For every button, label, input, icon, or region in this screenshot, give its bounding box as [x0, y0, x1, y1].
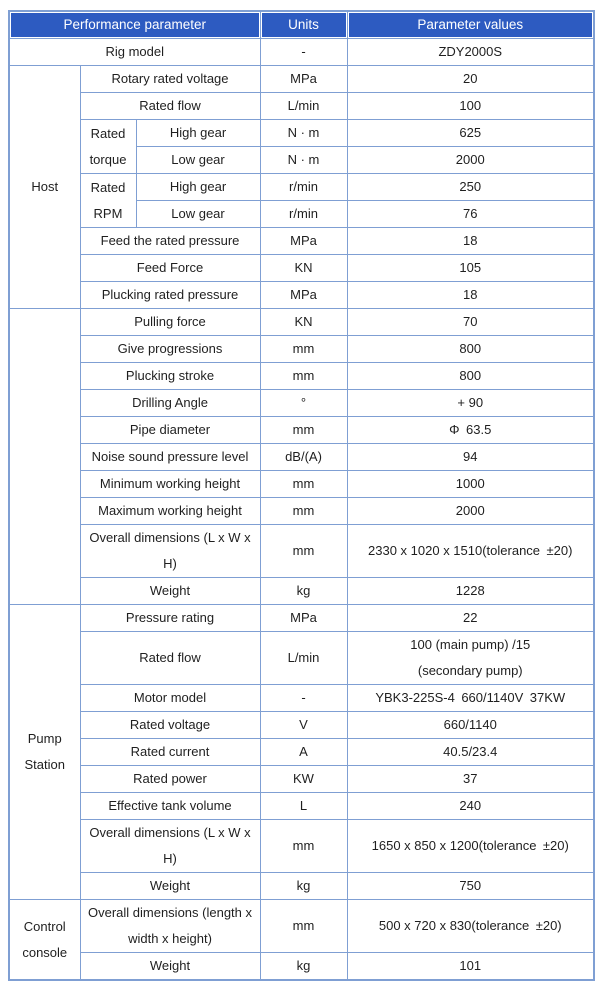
param-name-cell: Minimum working height	[80, 471, 260, 498]
table-row	[9, 93, 594, 120]
param-name-cell: Rig model	[9, 39, 260, 66]
param-value-cell: 660/1140	[347, 712, 594, 739]
param-name-cell: Rated flow	[80, 632, 260, 685]
param-units-cell: N · m	[260, 120, 347, 147]
param-value-cell: 20	[347, 66, 594, 93]
table-row	[9, 444, 594, 471]
param-value-cell: 240	[347, 793, 594, 820]
param-units-cell: kg	[260, 578, 347, 605]
param-name-cell: Rated current	[80, 739, 260, 766]
param-value-cell: ZDY2000S	[347, 39, 594, 66]
param-name-cell: Pipe diameter	[80, 417, 260, 444]
param-units-cell: r/min	[260, 201, 347, 228]
param-name-cell: Rotary rated voltage	[80, 66, 260, 93]
param-name-cell: Feed Force	[80, 255, 260, 282]
param-name-cell: Drilling Angle	[80, 390, 260, 417]
param-units-cell: mm	[260, 471, 347, 498]
header-units: Units	[260, 11, 347, 39]
param-value-cell: 250	[347, 174, 594, 201]
param-value-cell: 800	[347, 336, 594, 363]
header-parameter-values: Parameter values	[347, 11, 594, 39]
param-name-cell: Plucking rated pressure	[80, 282, 260, 309]
header-performance-parameter: Performance parameter	[9, 11, 260, 39]
param-units-cell: °	[260, 390, 347, 417]
param-name-cell: Rated flow	[80, 93, 260, 120]
group-cell-pump-station: Pump Station	[9, 605, 80, 900]
param-value-cell: 2000	[347, 498, 594, 525]
param-units-cell: dB/(A)	[260, 444, 347, 471]
table-row	[9, 255, 594, 282]
param-name-cell: Overall dimensions (L x W x H)	[80, 820, 260, 873]
param-value-cell: 101	[347, 953, 594, 981]
param-name-cell: High gear	[136, 120, 260, 147]
table-row	[9, 632, 594, 685]
param-name-cell: Rated power	[80, 766, 260, 793]
rig-spec-table	[8, 10, 595, 981]
param-units-cell: mm	[260, 900, 347, 953]
param-units-cell: A	[260, 739, 347, 766]
param-value-cell: 18	[347, 282, 594, 309]
group-cell-control-console: Control console	[9, 900, 80, 981]
param-value-cell: YBK3-225S-4 660/1140V 37KW	[347, 685, 594, 712]
group-cell-host: Host	[9, 66, 80, 309]
param-value-cell: 2330 x 1020 x 1510(tolerance ±20)	[347, 525, 594, 578]
param-name-cell: Overall dimensions (L x W x H)	[80, 525, 260, 578]
table-row	[9, 605, 594, 632]
table-row	[9, 309, 594, 336]
table-row	[9, 793, 594, 820]
table-row	[9, 390, 594, 417]
table-row	[9, 498, 594, 525]
param-units-cell: kg	[260, 873, 347, 900]
param-name-cell: Maximum working height	[80, 498, 260, 525]
param-units-cell: N · m	[260, 147, 347, 174]
table-row	[9, 471, 594, 498]
table-row	[9, 739, 594, 766]
param-units-cell: MPa	[260, 228, 347, 255]
param-value-cell: 1650 x 850 x 1200(tolerance ±20)	[347, 820, 594, 873]
param-value-cell: 40.5/23.4	[347, 739, 594, 766]
param-name-cell: Effective tank volume	[80, 793, 260, 820]
param-units-cell: KW	[260, 766, 347, 793]
param-name-cell: Pulling force	[80, 309, 260, 336]
table-row	[9, 228, 594, 255]
table-row	[9, 578, 594, 605]
param-name-cell: Overall dimensions (length x width x height)	[80, 900, 260, 953]
param-units-cell: r/min	[260, 174, 347, 201]
param-units-cell: L	[260, 793, 347, 820]
table-row	[9, 282, 594, 309]
param-units-cell: L/min	[260, 632, 347, 685]
param-value-cell: 22	[347, 605, 594, 632]
table-row	[9, 363, 594, 390]
param-value-cell: 94	[347, 444, 594, 471]
param-value-cell: 105	[347, 255, 594, 282]
param-units-cell: L/min	[260, 93, 347, 120]
param-value-cell: 500 x 720 x 830(tolerance ±20)	[347, 900, 594, 953]
param-units-cell: mm	[260, 336, 347, 363]
table-row-rig-model	[9, 39, 594, 66]
table-row	[9, 685, 594, 712]
param-value-cell: Φ 63.5	[347, 417, 594, 444]
param-value-cell: 750	[347, 873, 594, 900]
param-units-cell: mm	[260, 417, 347, 444]
table-row	[9, 174, 594, 201]
param-value-cell: 2000	[347, 147, 594, 174]
table-row	[9, 120, 594, 147]
param-units-cell: kg	[260, 953, 347, 981]
param-name-cell: Plucking stroke	[80, 363, 260, 390]
param-value-cell: 37	[347, 766, 594, 793]
param-name-cell: Pressure rating	[80, 605, 260, 632]
param-value-cell: 100	[347, 93, 594, 120]
param-value-cell: 76	[347, 201, 594, 228]
table-row	[9, 336, 594, 363]
table-row	[9, 820, 594, 873]
table-row	[9, 417, 594, 444]
param-name-cell: Weight	[80, 578, 260, 605]
subgroup-cell-rated-torque: Rated torque	[80, 120, 136, 174]
header-row	[9, 11, 594, 39]
param-units-cell: mm	[260, 363, 347, 390]
param-value-cell: 1000	[347, 471, 594, 498]
param-units-cell: mm	[260, 820, 347, 873]
param-name-cell: Give progressions	[80, 336, 260, 363]
param-units-cell: -	[260, 39, 347, 66]
param-name-cell: Noise sound pressure level	[80, 444, 260, 471]
param-value-cell: 18	[347, 228, 594, 255]
param-name-cell: Low gear	[136, 147, 260, 174]
table-row	[9, 525, 594, 578]
param-units-cell: KN	[260, 309, 347, 336]
param-units-cell: MPa	[260, 605, 347, 632]
param-units-cell: V	[260, 712, 347, 739]
param-value-cell: 1228	[347, 578, 594, 605]
table-row	[9, 900, 594, 953]
param-units-cell: mm	[260, 525, 347, 578]
param-name-cell: High gear	[136, 174, 260, 201]
group-cell-blank	[9, 309, 80, 605]
param-value-cell: 625	[347, 120, 594, 147]
subgroup-cell-rated-rpm: Rated RPM	[80, 174, 136, 228]
param-name-cell: Weight	[80, 953, 260, 981]
table-row	[9, 953, 594, 981]
param-name-cell: Low gear	[136, 201, 260, 228]
param-units-cell: MPa	[260, 66, 347, 93]
param-value-cell: 800	[347, 363, 594, 390]
table-row	[9, 766, 594, 793]
table-row	[9, 712, 594, 739]
param-name-cell: Motor model	[80, 685, 260, 712]
param-value-cell: 100 (main pump) /15 (secondary pump)	[347, 632, 594, 685]
param-name-cell: Rated voltage	[80, 712, 260, 739]
param-value-cell: 70	[347, 309, 594, 336]
param-units-cell: -	[260, 685, 347, 712]
param-value-cell: + 90	[347, 390, 594, 417]
table-row	[9, 873, 594, 900]
table-row	[9, 66, 594, 93]
param-name-cell: Feed the rated pressure	[80, 228, 260, 255]
param-name-cell: Weight	[80, 873, 260, 900]
param-units-cell: MPa	[260, 282, 347, 309]
param-units-cell: mm	[260, 498, 347, 525]
param-units-cell: KN	[260, 255, 347, 282]
